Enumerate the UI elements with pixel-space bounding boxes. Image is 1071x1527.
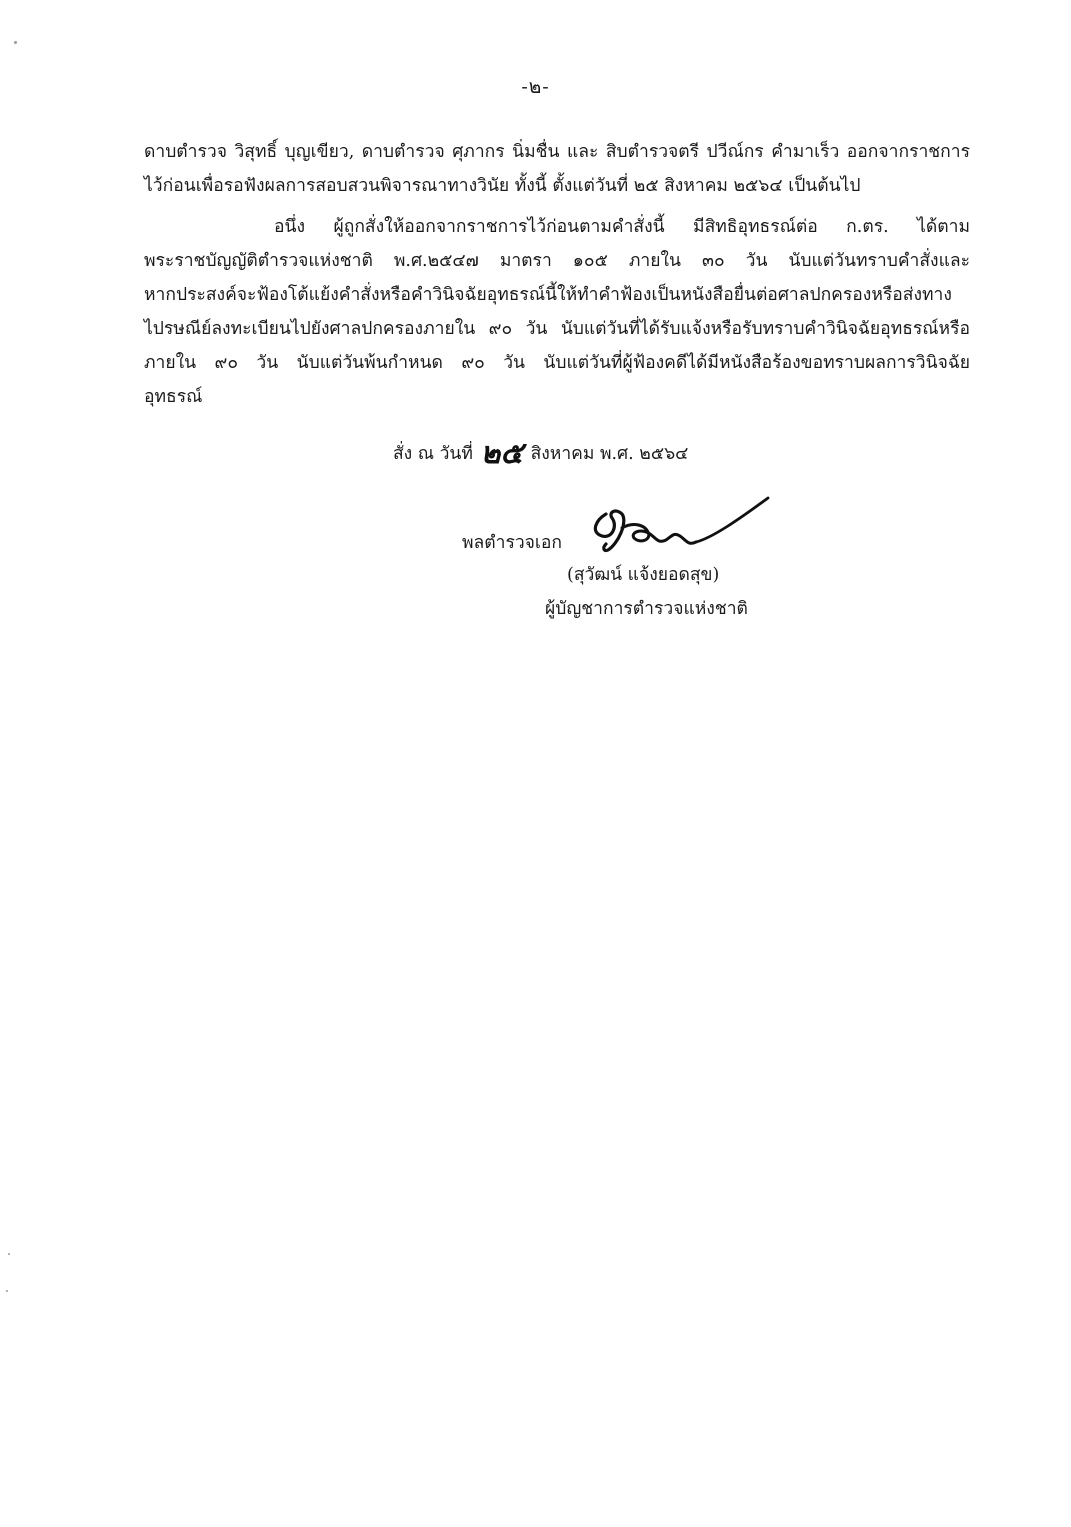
paragraph-2-line-1: อนึ่ง ผู้ถูกสั่งให้ออกจากราชการไว้ก่อนตามคำสั่งนี้ มีสิทธิอุทธรณ์ต่อ ก.ตร. ได้ตาม — [274, 217, 970, 237]
scan-speck — [14, 41, 17, 44]
handwritten-signature-icon — [578, 492, 778, 564]
date-day-handwritten: ๒๕ — [480, 436, 523, 471]
paragraph-2-line-2: พระราชบัญญัติตำรวจแห่งชาติ พ.ศ.๒๕๔๗ มาตรา ๑๐๕ ภายใน ๓๐ วัน นับแต่วันทราบคำสั่งและ — [144, 251, 970, 271]
date-suffix: สิงหาคม พ.ศ. ๒๕๖๔ — [530, 444, 689, 464]
paragraph-1-line-2: ไว้ก่อนเพื่อรอฟังผลการสอบสวนพิจารณาทางวินัย ทั้งนี้ ตั้งแต่วันที่ ๒๕ สิงหาคม ๒๕๖๔ เป็นต้นไป — [144, 176, 861, 196]
signer-name: (สุวัฒน์ แจ้งยอดสุข) — [567, 565, 720, 585]
date-prefix: สั่ง ณ วันที่ — [393, 444, 473, 464]
signer-rank: พลตำรวจเอก — [462, 533, 563, 553]
scan-speck — [8, 1253, 10, 1255]
paragraph-2-line-4: ไปรษณีย์ลงทะเบียนไปยังศาลปกครองภายใน ๙๐ วัน นับแต่วันที่ได้รับแจ้งหรือรับทราบคำวินิจฉัยอุทธรณ์หรือ — [144, 319, 970, 339]
paragraph-2-line-5: ภายใน ๙๐ วัน นับแต่วันพ้นกำหนด ๙๐ วัน นับแต่วันที่ผู้ฟ้องคดีได้มีหนังสือร้องขอทราบผลการวินิจฉัย — [144, 353, 970, 373]
order-date — [393, 430, 688, 477]
signer-title: ผู้บัญชาการตำรวจแห่งชาติ — [545, 599, 748, 619]
scan-speck — [6, 1290, 8, 1292]
paragraph-2-line-6: อุทธรณ์ — [144, 387, 203, 407]
page-number: -๒- — [521, 76, 550, 98]
paragraph-2-line-3: หากประสงค์จะฟ้องโต้แย้งคำสั่งหรือคำวินิจฉัยอุทธรณ์นี้ให้ทำคำฟ้องเป็นหนังสือยื่นต่อศาลปกครองหรือส่งทาง — [144, 285, 952, 305]
paragraph-1-line-1: ดาบตำรวจ วิสุทธิ์ บุญเขียว, ดาบตำรวจ ศุภากร นิ่มชื่น และ สิบตำรวจตรี ปวีณ์กร คำมาเร็ว ออกจากราชการ — [144, 142, 970, 162]
